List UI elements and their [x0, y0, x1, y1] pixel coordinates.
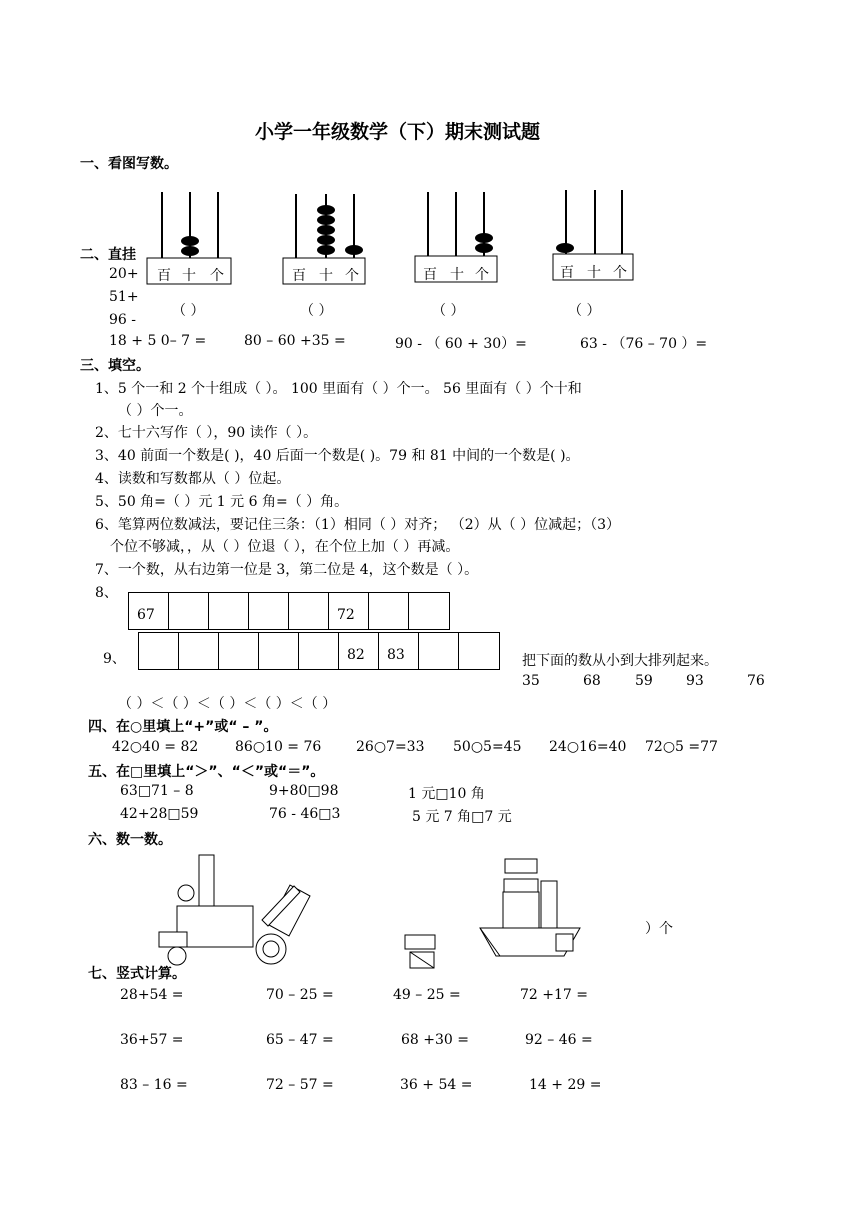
sec4-item: 72○5 =77: [645, 739, 718, 755]
sec5-item: 5 元 7 角□7 元: [412, 809, 512, 825]
sec7-problem: 70 – 25 =: [266, 987, 334, 1003]
section-1-heading: 一、看图写数。: [80, 156, 178, 172]
ship-shapes-figure: [470, 855, 590, 960]
q9-cell[interactable]: [259, 633, 299, 669]
section-3-heading: 三、填空。: [80, 358, 150, 374]
small-shapes-figure: [400, 930, 440, 975]
page-title: 小学一年级数学（下）期末测试题: [255, 121, 541, 143]
q3: 3、40 前面一个数是( )，40 后面一个数是( )。79 和 81 中间的一个数是( )。: [95, 448, 580, 464]
sec4-item: 50○5=45: [453, 739, 522, 755]
q9-cell[interactable]: [179, 633, 219, 669]
abacus-3-answer[interactable]: （ ）: [432, 303, 465, 319]
abacus-4-label-tens: 十: [587, 265, 601, 281]
abacus-2-label-tens: 十: [319, 268, 333, 284]
sec4-item: 86○10 = 76: [235, 739, 322, 755]
q8-cell[interactable]: [169, 593, 209, 629]
q2: 2、七十六写作（ ），90 读作（ ）。: [95, 425, 318, 441]
abacus-1-answer[interactable]: （ ）: [172, 303, 205, 319]
abacus-2-label-ones: 个: [345, 268, 359, 284]
sec7-problem: 83 – 16 =: [120, 1077, 188, 1093]
sec5-item: 42+28□59: [120, 806, 199, 822]
sec2-row-3: 96 -: [109, 312, 136, 328]
sec4-item: 24○16=40: [549, 739, 627, 755]
q9-number: 59: [635, 673, 653, 689]
q8-cell[interactable]: [409, 593, 449, 629]
q9-instruction: 把下面的数从小到大排列起来。: [522, 653, 718, 669]
abacus-4-label-hundreds: 百: [560, 265, 574, 281]
sec2-expr-1: 18 + 5 0– 7 =: [109, 333, 207, 349]
sec7-problem: 49 – 25 =: [393, 987, 461, 1003]
section-6-heading: 六、数一数。: [88, 832, 172, 848]
q5: 5、50 角=（ ）元 1 元 6 角=（ ）角。: [95, 494, 349, 510]
q9-cell[interactable]: [219, 633, 259, 669]
sec4-item: 26○7=33: [356, 739, 425, 755]
sec7-problem: 36 + 54 =: [400, 1077, 473, 1093]
sec7-problem: 36+57 =: [120, 1032, 184, 1048]
abacus-1-label-tens: 十: [182, 268, 196, 284]
q9-number-strip: [138, 632, 500, 670]
section-2-heading: 二、直挂: [80, 247, 136, 263]
abacus-1-label-hundreds: 百: [157, 268, 171, 284]
q9-label: 9、: [103, 651, 126, 667]
sec7-problem: 14 + 29 =: [529, 1077, 602, 1093]
sec2-expr-4: 63 - （76 – 70 ）=: [580, 336, 708, 352]
q9-cell[interactable]: [419, 633, 459, 669]
q1-line-2: （ ）个一。: [118, 403, 193, 419]
q9-number: 93: [686, 673, 704, 689]
q6-line-1: 6、笔算两位数减法，要记住三条：（1）相同（ ）对齐； （2）从（ ）位减起；（3）: [95, 517, 620, 533]
abacus-4-label-ones: 个: [613, 265, 627, 281]
sec7-problem: 68 +30 =: [401, 1032, 469, 1048]
q9-cell[interactable]: [139, 633, 179, 669]
sec5-item: 1 元□10 角: [408, 786, 485, 802]
section-4-heading: 四、在○里填上“+”或“ – ”。: [88, 719, 278, 735]
sec7-problem: 72 +17 =: [520, 987, 588, 1003]
sec7-problem: 72 – 57 =: [266, 1077, 334, 1093]
q9-number: 68: [583, 673, 601, 689]
sec5-item: 9+80□98: [269, 783, 339, 799]
q8-cell[interactable]: [209, 593, 249, 629]
q9-cell[interactable]: [459, 633, 499, 669]
q9-number: 35: [522, 673, 540, 689]
sec7-problem: 65 – 47 =: [266, 1032, 334, 1048]
abacus-3-label-hundreds: 百: [423, 267, 437, 283]
q6-line-2: 个位不够减，，从（ ）位退（ ），在个位上加（ ）再减。: [110, 539, 460, 555]
sec2-row-1: 20+: [109, 266, 139, 282]
q9-cell[interactable]: 82: [339, 633, 379, 669]
sec7-problem: 92 – 46 =: [525, 1032, 593, 1048]
sec2-expr-3: 90 - （ 60 + 30）=: [395, 336, 527, 352]
q8-cell[interactable]: 67: [129, 593, 169, 629]
q1-line-1: 1、5 个一和 2 个十组成（ ）。 100 里面有（ ）个一。 56 里面有（ ）个十和: [95, 381, 582, 397]
sec4-item: 42○40 = 82: [112, 739, 199, 755]
sec5-item: 63□71 – 8: [120, 783, 194, 799]
q8-number-strip: [128, 592, 450, 630]
q8-cell[interactable]: [249, 593, 289, 629]
tractor-shapes-figure: [150, 850, 330, 970]
q9-number: 76: [747, 673, 765, 689]
sec2-row-2: 51+: [109, 289, 139, 305]
q9-answer-blanks[interactable]: （ ）＜（ ）＜（ ）＜（ ）＜（ ）: [118, 696, 337, 712]
abacus-3-label-ones: 个: [475, 267, 489, 283]
sec2-expr-2: 80 – 60 +35 =: [244, 333, 346, 349]
q8-cell[interactable]: 72: [329, 593, 369, 629]
section-7-heading: 七、竖式计算。: [88, 966, 186, 982]
abacus-2-label-hundreds: 百: [292, 268, 306, 284]
q7: 7、一个数，从右边第一位是 3，第二位是 4，这个数是（ ）。: [95, 562, 479, 578]
q8-cell[interactable]: [369, 593, 409, 629]
abacus-1-label-ones: 个: [210, 268, 224, 284]
q8-cell[interactable]: [289, 593, 329, 629]
q9-cell[interactable]: 83: [379, 633, 419, 669]
abacus-4-answer[interactable]: （ ）: [568, 303, 601, 319]
sec5-item: 76 - 46□3: [269, 806, 341, 822]
sec6-count-tail: ）个: [645, 921, 673, 937]
abacus-2-answer[interactable]: （ ）: [300, 303, 333, 319]
sec7-problem: 28+54 =: [120, 987, 184, 1003]
abacus-3-label-tens: 十: [450, 267, 464, 283]
q8-label: 8、: [95, 585, 118, 601]
q4: 4、读数和写数都从（ ）位起。: [95, 471, 291, 487]
section-5-heading: 五、在□里填上“＞”、“＜”或“＝”。: [88, 764, 325, 780]
q9-cell[interactable]: [299, 633, 339, 669]
